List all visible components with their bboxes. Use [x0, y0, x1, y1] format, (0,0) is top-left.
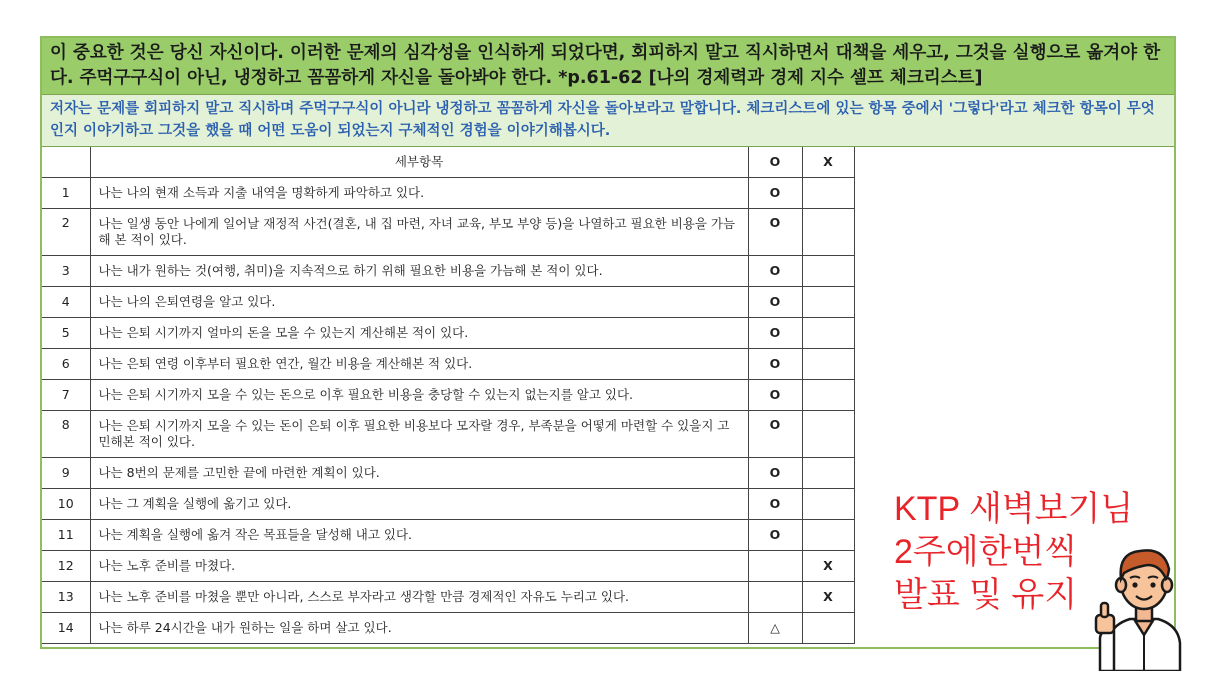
row-number: 4 [42, 286, 90, 317]
table-row [42, 550, 854, 581]
table-row [42, 612, 854, 643]
row-number: 9 [42, 457, 90, 488]
row-number: 2 [42, 208, 90, 255]
row-item-text: 나는 계획을 실행에 옮겨 작은 목표들을 달성해 내고 있다. [90, 519, 748, 550]
row-o-mark: O [748, 286, 802, 317]
table-row [42, 177, 854, 208]
col-header-item: 세부항목 [90, 147, 748, 177]
row-number: 11 [42, 519, 90, 550]
table-row [42, 208, 854, 255]
table-row [42, 286, 854, 317]
row-x-mark [802, 519, 854, 550]
row-item-text: 나는 8번의 문제를 고민한 끝에 마련한 계획이 있다. [90, 457, 748, 488]
row-item-text: 나는 나의 은퇴연령을 알고 있다. [90, 286, 748, 317]
row-o-mark [748, 581, 802, 612]
row-number: 8 [42, 410, 90, 457]
checklist-table [42, 147, 855, 644]
row-x-mark [802, 410, 854, 457]
row-o-mark: O [748, 255, 802, 286]
row-o-mark: O [748, 488, 802, 519]
side-note-line3: 발표 및 유지 [894, 576, 1078, 614]
table-header-row [42, 147, 854, 177]
thumbs-up-man-icon [1094, 543, 1194, 671]
row-item-text: 나는 은퇴 시기까지 모을 수 있는 돈으로 이후 필요한 비용을 충당할 수 있는지 없는지를 알고 있다. [90, 379, 748, 410]
row-x-mark [802, 255, 854, 286]
row-x-mark [802, 208, 854, 255]
table-row [42, 317, 854, 348]
row-item-text: 나는 은퇴 연령 이후부터 필요한 연간, 월간 비용을 계산해본 적 있다. [90, 348, 748, 379]
row-item-text: 나는 나의 현재 소득과 지출 내역을 명확하게 파악하고 있다. [90, 177, 748, 208]
row-o-mark: O [748, 348, 802, 379]
side-note-line1: KTP 새벽보기님 [894, 490, 1134, 528]
row-o-mark: O [748, 177, 802, 208]
row-number: 5 [42, 317, 90, 348]
quote-header: 이 중요한 것은 당신 자신이다. 이러한 문제의 심각성을 인식하게 되었다면, 회피하지 말고 직시하면서 대책을 세우고, 그것을 실행으로 옮겨야 한다. 주먹구구식이 아닌, 냉정하고 꼼꼼하게 자신을 돌아봐야 한다. *p.61-62 [나의 경제력과 경제 지수 셀프 체크리스트] [42, 38, 1174, 95]
table-row [42, 581, 854, 612]
row-x-mark: X [802, 581, 854, 612]
table-row [42, 457, 854, 488]
row-x-mark [802, 488, 854, 519]
row-item-text: 나는 일생 동안 나에게 일어날 재정적 사건(결혼, 내 집 마련, 자녀 교육, 부모 부양 등)을 나열하고 필요한 비용을 가늠해 본 적이 있다. [90, 208, 748, 255]
row-item-text: 나는 은퇴 시기까지 모을 수 있는 돈이 은퇴 이후 필요한 비용보다 모자랄 경우, 부족분을 어떻게 마련할 수 있을지 고민해본 적이 있다. [90, 410, 748, 457]
table-row [42, 255, 854, 286]
row-item-text: 나는 은퇴 시기까지 얼마의 돈을 모을 수 있는지 계산해본 적이 있다. [90, 317, 748, 348]
row-item-text: 나는 하루 24시간을 내가 원하는 일을 하며 살고 있다. [90, 612, 748, 643]
row-item-text: 나는 노후 준비를 마쳤다. [90, 550, 748, 581]
row-x-mark [802, 457, 854, 488]
row-o-mark: O [748, 410, 802, 457]
row-x-mark [802, 612, 854, 643]
row-x-mark [802, 286, 854, 317]
row-item-text: 나는 노후 준비를 마쳤을 뿐만 아니라, 스스로 부자라고 생각할 만큼 경제적인 자유도 누리고 있다. [90, 581, 748, 612]
row-x-mark [802, 379, 854, 410]
discussion-prompt: 저자는 문제를 회피하지 말고 직시하며 주먹구구식이 아니라 냉정하고 꼼꼼하게 자신을 돌아보라고 말합니다. 체크리스트에 있는 항목 중에서 '그렇다'라고 체크한 항목이 무엇인지 이야기하고 그것을 했을 때 어떤 도움이 되었는지 구체적인 경험을 이야기해봅시다. [42, 95, 1174, 147]
row-number: 12 [42, 550, 90, 581]
row-number: 1 [42, 177, 90, 208]
row-x-mark [802, 317, 854, 348]
checklist-frame [40, 36, 1176, 649]
row-number: 13 [42, 581, 90, 612]
row-number: 10 [42, 488, 90, 519]
row-number: 3 [42, 255, 90, 286]
row-o-mark: O [748, 208, 802, 255]
row-number: 7 [42, 379, 90, 410]
row-x-mark [802, 177, 854, 208]
row-number: 6 [42, 348, 90, 379]
col-header-o: O [748, 147, 802, 177]
row-number: 14 [42, 612, 90, 643]
row-o-mark: O [748, 457, 802, 488]
row-item-text: 나는 내가 원하는 것(여행, 취미)을 지속적으로 하기 위해 필요한 비용을 가늠해 본 적이 있다. [90, 255, 748, 286]
col-header-no [42, 147, 90, 177]
row-o-mark: O [748, 379, 802, 410]
row-x-mark: X [802, 550, 854, 581]
table-row [42, 410, 854, 457]
row-item-text: 나는 그 계획을 실행에 옮기고 있다. [90, 488, 748, 519]
row-x-mark [802, 348, 854, 379]
table-row [42, 348, 854, 379]
row-o-mark: O [748, 519, 802, 550]
row-o-mark: O [748, 317, 802, 348]
table-row [42, 488, 854, 519]
col-header-x: X [802, 147, 854, 177]
side-note-line2: 2주에한번씩 [894, 533, 1078, 571]
row-o-mark: △ [748, 612, 802, 643]
table-row [42, 519, 854, 550]
row-o-mark [748, 550, 802, 581]
table-row [42, 379, 854, 410]
